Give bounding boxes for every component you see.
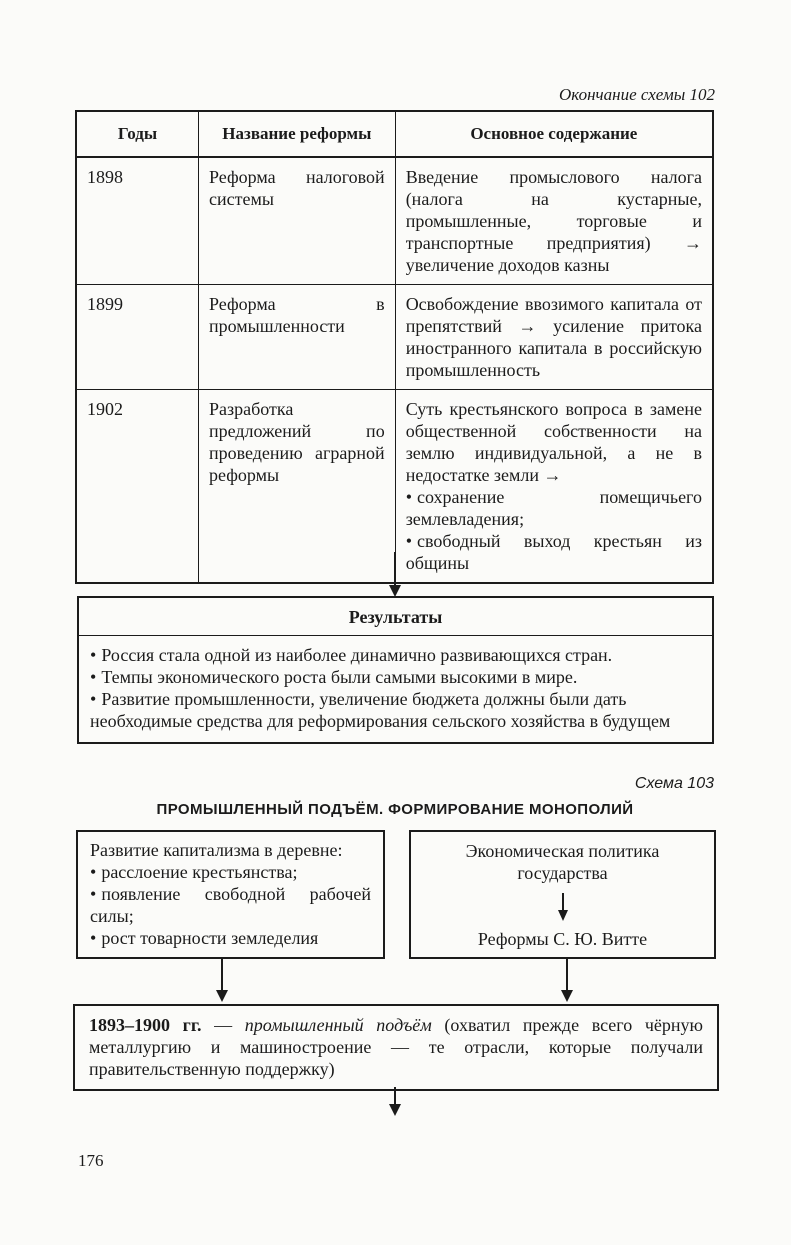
period-text: 1893–1900 гг.: [89, 1015, 202, 1035]
dash-text: —: [201, 1015, 245, 1035]
reform-name-cell: Реформа налоговой системы: [199, 157, 396, 285]
arrow-policy-to-reforms-icon: [562, 893, 564, 911]
year-cell: 1902: [76, 390, 199, 584]
reform-name-cell: Разработка предложений по проведению аграрной реформы: [199, 390, 396, 584]
capitalism-village-box: [76, 830, 385, 959]
arrow-right-box-to-bottom-icon: [566, 959, 568, 991]
table-row: [76, 157, 713, 285]
list-item: [90, 883, 371, 927]
box-intro: Развитие капитализма в деревне:: [90, 840, 343, 860]
reform-name-cell: Реформа в промышленности: [199, 285, 396, 390]
list-item: [90, 861, 371, 883]
list-item-text: рост товарности земледелия: [101, 928, 319, 948]
bullet-icon: •: [90, 884, 97, 904]
economic-policy-text: Экономическая политика государства: [465, 841, 660, 883]
list-item: [90, 688, 701, 732]
list-item: [90, 927, 371, 949]
content-cell: Введение промыслового налога (налога на кустарные, промышленные, торговые и транспортные предприятия) → увеличение доходов казны: [395, 157, 713, 285]
page-number: 176: [78, 1151, 104, 1170]
bullet-icon: •: [90, 645, 97, 665]
bullet-icon: •: [90, 928, 97, 948]
bullet-icon: •: [405, 531, 412, 551]
table-header-reform-name: Название реформы: [199, 111, 396, 157]
list-item-text: свободный выход крестьян из общины: [405, 531, 702, 573]
list-item-text: Россия стала одной из наиболее динамично развивающихся стран.: [101, 645, 613, 665]
continuation-note: Окончание схемы 102: [559, 85, 715, 104]
term-text: промышленный подъём: [244, 1015, 432, 1035]
list-item: [90, 666, 701, 688]
rest-text: (охватил прежде всего чёрную металлургию и машиностроение — те отрасли, которые получали правительственную поддержку): [89, 1015, 703, 1079]
content-cell: [395, 390, 713, 584]
reforms-table: [75, 110, 714, 584]
list-item-text: Развитие промышленности, увеличение бюджета должны были дать необходимые средства для реформирования сельского хозяйства в будущем: [90, 689, 671, 731]
results-box: [77, 596, 714, 744]
table-header-content: Основное содержание: [395, 111, 713, 157]
arrow-table-to-results-icon: [394, 552, 396, 586]
list-item-text: расслоение крестьянства;: [101, 862, 298, 882]
bullet-icon: •: [90, 862, 97, 882]
results-body: [79, 636, 712, 742]
bullet-icon: •: [405, 487, 412, 507]
content-intro: Суть крестьянского вопроса в замене общественной собственности на землю индивидуальной, а не в недостатке земли →: [405, 399, 702, 485]
scheme-103-title: ПРОМЫШЛЕННЫЙ ПОДЪЁМ. ФОРМИРОВАНИЕ МОНОПОЛИЙ: [156, 801, 634, 818]
bullet-icon: •: [90, 689, 97, 709]
list-item-text: сохранение помещичьего землевладения;: [405, 487, 702, 529]
arrow-bottom-continuation-icon: [394, 1087, 396, 1105]
table-header-years: Годы: [76, 111, 199, 157]
list-item: [406, 486, 702, 530]
economic-policy-box: [409, 830, 716, 959]
year-cell: 1898: [87, 167, 123, 187]
industrial-boom-box: [73, 1004, 719, 1091]
table-row: [76, 285, 713, 390]
content-cell: Освобождение ввозимого капитала от препятствий → усиление притока иностранного капитала в российскую промышленность: [395, 285, 713, 390]
bullet-icon: •: [90, 667, 97, 687]
list-item-text: появление свободной рабочей силы;: [90, 884, 371, 926]
witte-reforms-text: Реформы С. Ю. Витте: [477, 929, 648, 949]
list-item-text: Темпы экономического роста были самыми высокими в мире.: [101, 667, 578, 687]
results-title: Результаты: [79, 598, 712, 636]
year-cell: 1899: [76, 285, 199, 390]
table-header-row: [76, 111, 713, 157]
arrow-left-box-to-bottom-icon: [221, 959, 223, 991]
list-item: [90, 644, 701, 666]
scheme-103-label: Схема 103: [634, 775, 714, 792]
list-item: [406, 530, 702, 574]
